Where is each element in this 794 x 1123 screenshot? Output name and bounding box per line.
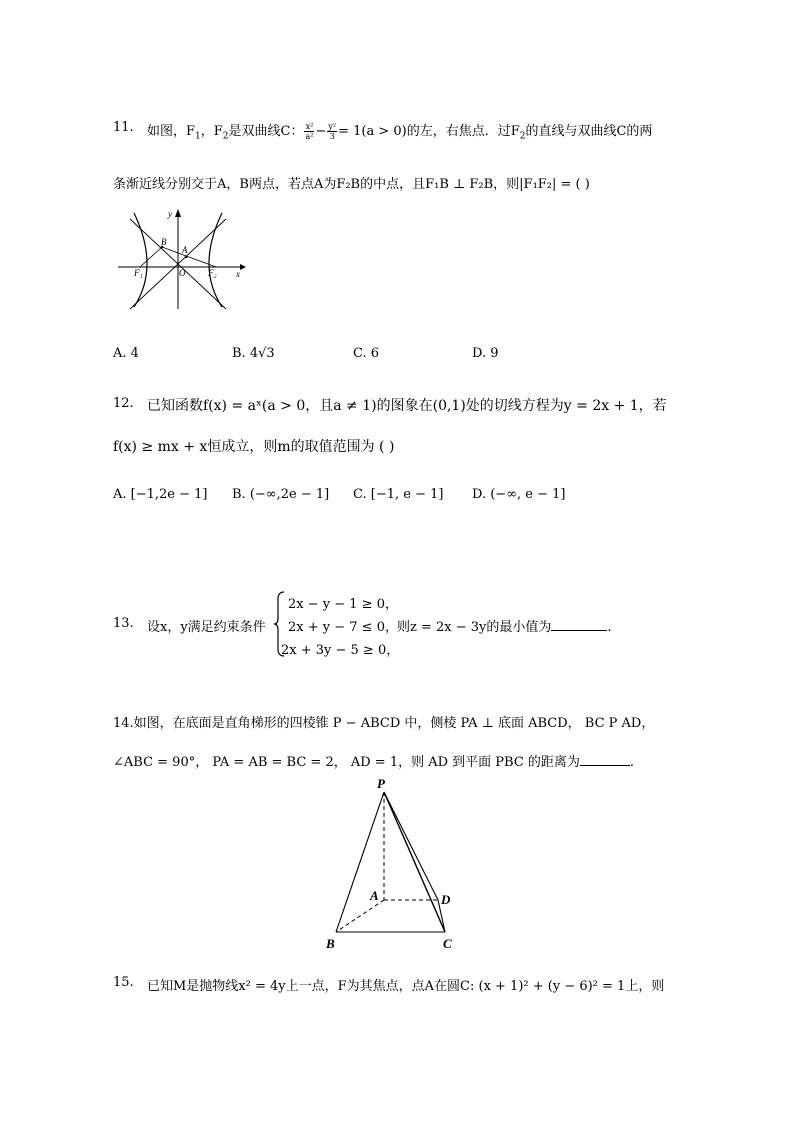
q13-constraint-1: 2x − y − 1 ≥ 0，	[288, 597, 398, 612]
q13-pre: 设x，y满足约束条件	[147, 620, 266, 635]
q11-option-d: D. 9	[472, 346, 499, 361]
hyperbola-figure	[116, 205, 248, 313]
edge-pd	[384, 792, 438, 900]
q12-number: 12.	[113, 396, 134, 411]
y-axis-arrow	[175, 209, 181, 217]
point-a	[185, 256, 188, 259]
q11-line1: 如图，$F_1$，$F_2$是双曲线C： $\frac{\text{x²}}{\text{a²}}$ − $\frac{\text{y²}}{3}$ = 1(a > 0)的左，右焦点．过$F_2$的直线与双曲线C的两	[147, 122, 653, 142]
q13-number: 13.	[113, 616, 134, 631]
label-f1: F₁	[134, 268, 143, 278]
q14-line1: 14.如图，在底面是直角梯形的四棱锥 P − ABCD 中，侧棱 PA ⊥ 底面 ABCD， BC P AD，	[113, 716, 655, 731]
label-d: D	[441, 892, 451, 907]
q11-option-c: C. 6	[353, 346, 380, 361]
q11-fraction-x: $\frac{\text{x²}}{\text{a²}}$	[305, 122, 314, 141]
label-b: B	[326, 936, 335, 951]
label-f2: F₂	[208, 268, 217, 278]
label-x: x	[236, 269, 240, 279]
label-p: P	[377, 776, 385, 791]
q13-answer-blank[interactable]	[551, 630, 607, 631]
x-axis-arrow	[240, 264, 246, 270]
edge-pb	[336, 792, 384, 932]
q12-option-c: C. [−1, e − 1]	[353, 487, 444, 502]
label-b: B	[161, 237, 167, 247]
q11-fraction-y: $\frac{\text{y²}}{3}$	[328, 122, 337, 141]
q12-option-d: D. (−∞, e − 1]	[472, 487, 566, 502]
q11-number: 11.	[113, 120, 134, 135]
hyperbola-left-branch	[134, 213, 147, 307]
pyramid-figure	[322, 776, 462, 954]
q11-line2: 条渐近线分别交于A，B两点，若点A为F₂B的中点，且F₁B ⊥ F₂B，则|F₁F₂| = ( )	[113, 177, 590, 192]
q15-line1: 已知M是抛物线x² = 4y上一点，F为其焦点，点A在圆C: (x + 1)² + (y − 6)² = 1上，则	[147, 979, 665, 994]
q11-option-a: A. 4	[113, 346, 139, 361]
label-a: A	[370, 888, 379, 903]
q14-answer-blank[interactable]	[580, 765, 630, 766]
label-y: y	[168, 209, 172, 219]
q13-constraint-2: 2x + y − 7 ≤ 0，	[288, 620, 398, 635]
q13-constraint-3: 2x + 3y − 5 ≥ 0，	[281, 643, 400, 658]
q12-option-a: A. [−1,2e − 1]	[113, 487, 208, 502]
label-c: C	[443, 936, 452, 951]
q12-option-b: B. (−∞,2e − 1]	[232, 487, 330, 502]
edge-pc	[384, 792, 445, 932]
q12-line1: 已知函数f(x) = aˣ(a > 0，且a ≠ 1)的图象在(0,1)处的切线方程为y = 2x + 1，若	[147, 398, 667, 414]
segment-f1-b	[140, 247, 162, 267]
hyperbola-right-branch	[209, 213, 222, 307]
q13-post: 则z = 2x − 3y的最小值为 .	[397, 620, 612, 635]
edge-ab-hidden	[336, 900, 384, 932]
label-o: O	[179, 268, 186, 278]
q11-option-b: B. 4√3	[232, 346, 275, 361]
q12-line2: f(x) ≥ mx + x恒成立，则m的取值范围为 ( )	[113, 439, 395, 455]
q14-line2: ∠ABC = 90°， PA = AB = BC = 2， AD = 1，则 AD 到平面 PBC 的距离为 .	[113, 755, 635, 770]
q15-number: 15.	[113, 975, 134, 990]
label-a: A	[182, 245, 188, 255]
